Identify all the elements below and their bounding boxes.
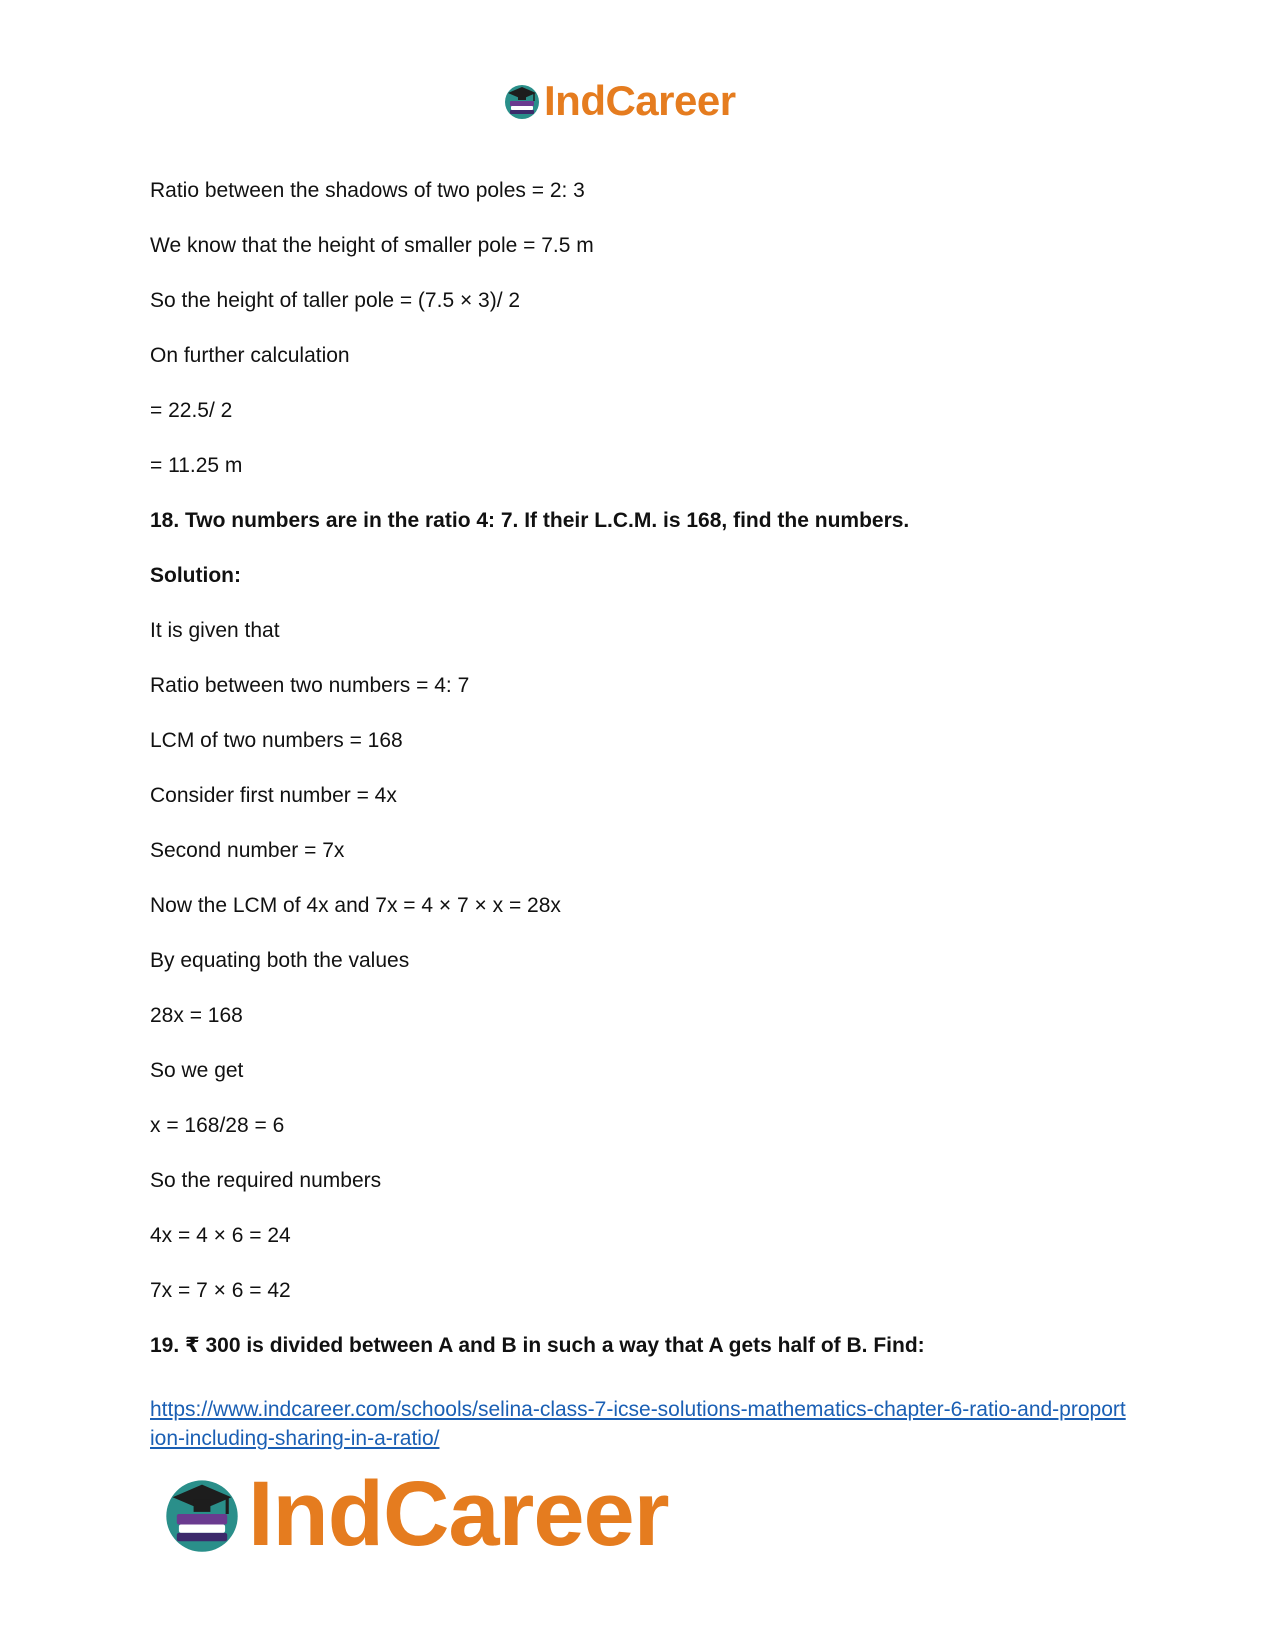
solution-line: On further calculation: [150, 344, 350, 367]
solution-line: LCM of two numbers = 168: [150, 729, 403, 752]
solution-line: Now the LCM of 4x and 7x = 4 × 7 × x = 28x: [150, 894, 561, 917]
footer-logo: [160, 1463, 669, 1565]
question-heading: 18. Two numbers are in the ratio 4: 7. If their L.C.M. is 168, find the numbers.: [150, 509, 910, 532]
solution-line: 28x = 168: [150, 1004, 243, 1027]
logo-wordmark: IndCareer: [248, 1463, 669, 1565]
solution-line: = 22.5/ 2: [150, 399, 233, 422]
solution-line: By equating both the values: [150, 949, 410, 972]
solution-line: Consider first number = 4x: [150, 784, 397, 807]
solution-line: 4x = 4 × 6 = 24: [150, 1224, 291, 1247]
question-heading: 19. ₹ 300 is divided between A and B in such a way that A gets half of B. Find:: [150, 1334, 925, 1357]
solution-line: Second number = 7x: [150, 839, 345, 862]
solution-line: 7x = 7 × 6 = 42: [150, 1279, 291, 1302]
solution-line: It is given that: [150, 619, 280, 642]
solution-line: So the height of taller pole = (7.5 × 3)/ 2: [150, 289, 521, 312]
solution-line: Ratio between the shadows of two poles = 2: 3: [150, 179, 585, 202]
source-link[interactable]: https://www.indcareer.com/schools/selina-class-7-icse-solutions-mathematics-chapter-6-ratio-and-proportion-including-sharing-in-a-ratio/: [150, 1398, 1126, 1450]
solution-line: = 11.25 m: [150, 454, 243, 477]
header-logo: [502, 77, 736, 124]
graduation-books-icon: [502, 81, 542, 121]
solution-line: x = 168/28 = 6: [150, 1114, 285, 1137]
solution-content: [150, 176, 1130, 1386]
solution-line: So the required numbers: [150, 1169, 382, 1192]
solution-line: Ratio between two numbers = 4: 7: [150, 674, 470, 697]
solution-line: We know that the height of smaller pole = 7.5 m: [150, 234, 594, 257]
graduation-books-icon: [160, 1472, 244, 1556]
question-heading: Solution:: [150, 564, 241, 587]
logo-wordmark: IndCareer: [544, 77, 736, 124]
solution-line: So we get: [150, 1059, 244, 1082]
